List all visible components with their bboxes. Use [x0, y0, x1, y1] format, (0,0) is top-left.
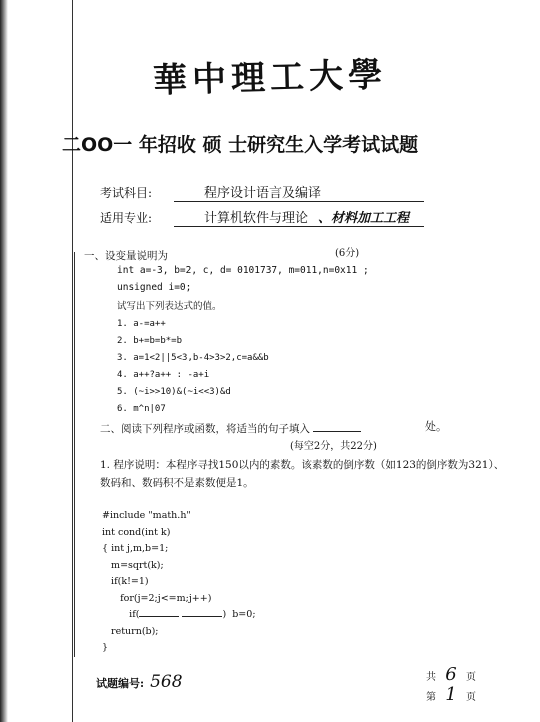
subject-value: 程序设计语言及编译 [174, 182, 424, 202]
page-total-num: 6 [445, 664, 457, 685]
answer-blank [182, 616, 222, 617]
q2-suffix: 处。 [425, 420, 447, 433]
code-line: return(b); [102, 625, 159, 637]
answer-blank [313, 431, 361, 432]
page-number-pre: 第 [426, 692, 436, 703]
page-total [426, 664, 476, 685]
q1-decl-line: int a=-3, b=2, c, d= 0101737, m=011,n=0x11 ; [117, 265, 369, 276]
university-name: 華中理工大學 [152, 54, 388, 102]
q1-item: 1. a-=a++ [117, 319, 166, 329]
scan-edge-shadow [0, 0, 8, 722]
code-line: m=sqrt(k); [102, 559, 164, 571]
q2-instruction: 1. 程序说明：本程序寻找150以内的素数。该素数的倒序数（如123的倒序数为321）、数码和、数码积不是素数便是1。 [100, 459, 505, 489]
exam-id [96, 672, 183, 692]
q1-decl-line: unsigned i=0; [117, 282, 192, 293]
code-tail: ) b=0; [222, 609, 256, 620]
page-number [426, 684, 476, 705]
major-row [100, 207, 424, 227]
exam-title: 二OO一 年招收 硕 士研究生入学考试试题 [62, 134, 419, 156]
code-line-with-blank [102, 607, 256, 624]
q2-heading [100, 421, 361, 436]
exam-id-label: 试题编号: [96, 677, 145, 690]
major-value: 计算机软件与理论 [204, 211, 309, 226]
code-line: #include "math.h" [102, 510, 191, 521]
code-line: } [102, 642, 109, 653]
code-line: if( [102, 609, 140, 620]
major-value-field [174, 207, 424, 227]
code-line: { int j,m,b=1; [102, 543, 169, 554]
margin-rule [72, 0, 73, 722]
q1-item: 6. m^n|07 [117, 404, 166, 414]
code-line: int cond(int k) [102, 526, 171, 538]
q1-item: 3. a=1<2||5<3,b-4>3>2,c=a&&b [117, 353, 269, 363]
code-line: if(k!=1) [102, 576, 149, 587]
page-total-pre: 共 [426, 672, 436, 683]
q2-score: (每空2分，共22分) [290, 441, 377, 452]
page-number-num: 1 [445, 684, 457, 705]
exam-id-value: 568 [150, 672, 183, 692]
q1-heading: 一、设变量说明为 [84, 250, 168, 262]
q2-heading-text: 二、阅读下列程序或函数，将适当的句子填入 [100, 423, 310, 435]
page-number-post: 页 [466, 692, 476, 703]
q1-prompt: 试写出下列表达式的值。 [117, 301, 222, 312]
q1-item: 4. a++?a++ : -a+i [117, 370, 210, 380]
question-bracket [74, 252, 83, 657]
code-line: for(j=2;j<=m;j++) [102, 592, 212, 604]
subject-label: 考试科目: [100, 186, 153, 200]
q1-item: 2. b+=b=b*=b [117, 336, 183, 346]
answer-blank [139, 616, 179, 617]
major-handwritten: 、材料加工工程 [318, 211, 410, 226]
code-listing [102, 508, 256, 657]
q1-score: (6分) [335, 248, 360, 259]
subject-row [100, 182, 424, 202]
page-total-post: 页 [466, 672, 476, 683]
q1-item: 5. (~i>>10)&(~i<<3)&d [117, 387, 231, 397]
major-label: 适用专业: [100, 211, 153, 225]
q1-items [117, 316, 269, 418]
